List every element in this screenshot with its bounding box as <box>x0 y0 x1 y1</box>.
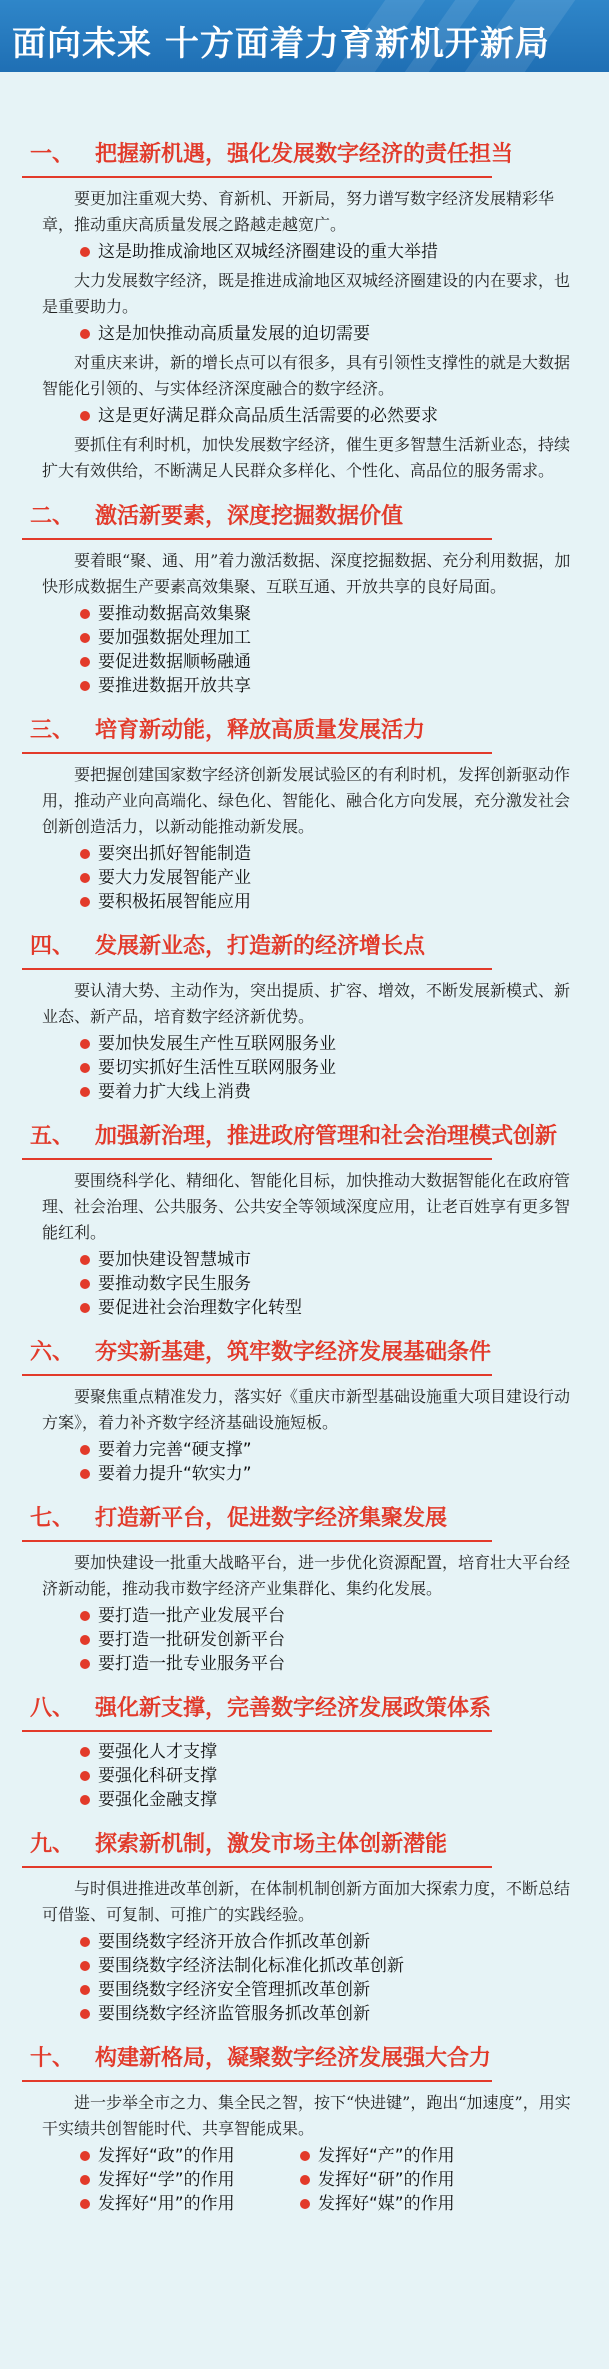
bullet-dot-icon <box>80 2151 90 2161</box>
bullet-dot-icon <box>80 609 90 619</box>
bullet-text: 要大力发展智能产业 <box>98 868 251 888</box>
bullet-text: 发挥好“研”的作用 <box>318 2170 455 2190</box>
section-divider <box>22 1540 492 1542</box>
bullet-item <box>80 1954 609 1978</box>
bullet-text: 发挥好“学”的作用 <box>98 2170 235 2190</box>
bullet-item <box>80 1080 609 1104</box>
section-title: 发展新业态，打造新的经济增长点 <box>95 934 426 959</box>
section-title: 把握新机遇，强化发展数字经济的责任担当 <box>95 142 514 167</box>
bullet-item <box>80 626 609 650</box>
section-divider <box>22 1374 492 1376</box>
bullet-dot-icon <box>80 1747 90 1757</box>
bullet-item <box>80 1930 609 1954</box>
bullet-dot-icon <box>80 681 90 691</box>
section-divider <box>22 1158 492 1160</box>
bullet-text: 这是助推成渝地区双城经济圈建设的重大举措 <box>98 242 438 262</box>
section-divider <box>22 538 492 540</box>
bullet-list <box>0 602 609 698</box>
section-heading <box>0 932 609 962</box>
section-heading <box>0 1830 609 1860</box>
bullet-dot-icon <box>80 633 90 643</box>
bullet-dot-icon <box>80 1469 90 1479</box>
section-divider <box>22 1866 492 1868</box>
bullet-item <box>300 2192 540 2216</box>
bullet-dot-icon <box>80 1795 90 1805</box>
bullet-text: 要围绕数字经济监管服务抓改革创新 <box>98 2004 370 2024</box>
bullet-dot-icon <box>80 1279 90 1289</box>
section-heading <box>0 1122 609 1152</box>
bullet-text: 要着力完善“硬支撑” <box>98 1440 252 1460</box>
item-paragraph: 大力发展数字经济，既是推进成渝地区双城经济圈建设的内在要求，也是重要助力。 <box>42 271 571 316</box>
section-number: 七、 <box>30 1506 75 1531</box>
bullet-text: 要围绕数字经济安全管理抓改革创新 <box>98 1980 370 2000</box>
bullet-dot-icon <box>80 873 90 883</box>
bullet-dot-icon <box>300 2175 310 2185</box>
item-paragraph: 要抓住有利时机，加快发展数字经济，催生更多智慧生活新业态，持续扩大有效供给，不断满足人民群众多样化、个性化、高品位的服务需求。 <box>42 435 571 480</box>
bullet-text: 要积极拓展智能应用 <box>98 892 251 912</box>
bullet-dot-icon <box>80 329 90 339</box>
bullet-text: 发挥好“产”的作用 <box>318 2146 455 2166</box>
section-divider <box>22 176 492 178</box>
section-divider <box>22 1730 492 1732</box>
bullet-list <box>0 1438 609 1486</box>
bullet-dot-icon <box>80 1659 90 1669</box>
section-title: 探索新机制，激发市场主体创新潜能 <box>95 1832 448 1857</box>
article-body <box>0 140 609 2234</box>
bullet-list <box>0 842 609 914</box>
section-9 <box>0 1830 609 2026</box>
section-intro: 要把握创建国家数字经济创新发展试验区的有利时机，发挥创新驱动作用，推动产业向高端化、绿色化、智能化、融合化方向发展，充分激发社会创新创造活力，以新动能推动新发展。 <box>42 765 571 836</box>
bullet-text: 要着力提升“软实力” <box>98 1464 252 1484</box>
bullet-text: 要加快发展生产性互联网服务业 <box>98 1034 336 1054</box>
bullet-dot-icon <box>300 2199 310 2209</box>
section-4 <box>0 932 609 1104</box>
bullet-text: 要强化科研支撑 <box>98 1766 217 1786</box>
bullet-item <box>80 866 609 890</box>
section-heading <box>0 502 609 532</box>
bullet-item <box>80 1652 609 1676</box>
bullet-item <box>80 1248 609 1272</box>
bullet-dot-icon <box>80 657 90 667</box>
header-banner <box>0 0 609 72</box>
bullet-text: 要强化金融支撑 <box>98 1790 217 1810</box>
bullet-text: 要突出抓好智能制造 <box>98 844 251 864</box>
section-intro: 要更加注重观大势、育新机、开新局，努力谱写数字经济发展精彩华章，推动重庆高质量发展之路越走越宽广。 <box>42 189 555 234</box>
section-8 <box>0 1694 609 1812</box>
bullet-dot-icon <box>80 411 90 421</box>
bullet-item <box>80 1462 609 1486</box>
bullet-dot-icon <box>80 849 90 859</box>
bullet-item <box>80 674 609 698</box>
bullet-item <box>80 1740 609 1764</box>
bullet-text: 要打造一批研发创新平台 <box>98 1630 285 1650</box>
section-title: 加强新治理，推进政府管理和社会治理模式创新 <box>95 1124 558 1149</box>
bullet-item <box>80 650 609 674</box>
section-title: 激活新要素，深度挖掘数据价值 <box>95 504 404 529</box>
bullet-grid <box>80 2144 609 2216</box>
section-title: 强化新支撑，完善数字经济发展政策体系 <box>95 1696 492 1721</box>
bullet-text: 要加强数据处理加工 <box>98 628 251 648</box>
section-intro: 要聚焦重点精准发力，落实好《重庆市新型基础设施重大项目建设行动方案》，着力补齐数字经济基础设施短板。 <box>42 1387 571 1432</box>
bullet-text: 要促进数据顺畅融通 <box>98 652 251 672</box>
bullet-item <box>80 1056 609 1080</box>
bullet-item <box>80 1032 609 1056</box>
bullet-dot-icon <box>80 2199 90 2209</box>
bullet-item <box>80 2192 300 2216</box>
bullet-text: 要推进数据开放共享 <box>98 676 251 696</box>
bullet-dot-icon <box>80 1303 90 1313</box>
bullet-dot-icon <box>80 1255 90 1265</box>
bullet-item <box>80 1764 609 1788</box>
bullet-list <box>0 1032 609 1104</box>
section-title: 构建新格局，凝聚数字经济发展强大合力 <box>95 2046 492 2071</box>
bullet-dot-icon <box>80 1039 90 1049</box>
bullet-item <box>80 1604 609 1628</box>
bullet-item <box>80 404 609 428</box>
bullet-text: 发挥好“媒”的作用 <box>318 2194 455 2214</box>
bullet-item <box>300 2168 540 2192</box>
bullet-list <box>0 404 609 428</box>
section-title: 打造新平台，促进数字经济集聚发展 <box>95 1506 448 1531</box>
section-number: 八、 <box>30 1696 75 1721</box>
section-number: 一、 <box>30 142 75 167</box>
bullet-dot-icon <box>80 1985 90 1995</box>
section-intro: 要加快建设一批重大战略平台，进一步优化资源配置，培育壮大平台经济新动能，推动我市数字经济产业集群化、集约化发展。 <box>42 1553 571 1598</box>
section-10 <box>0 2044 609 2216</box>
section-number: 六、 <box>30 1340 75 1365</box>
bullet-dot-icon <box>80 1937 90 1947</box>
bullet-dot-icon <box>80 1087 90 1097</box>
bullet-item <box>80 890 609 914</box>
section-intro: 要围绕科学化、精细化、智能化目标，加快推动大数据智能化在政府管理、社会治理、公共服务、公共安全等领域深度应用，让老百姓享有更多智能红利。 <box>42 1171 571 1242</box>
section-2 <box>0 502 609 698</box>
bullet-item <box>80 1272 609 1296</box>
section-heading <box>0 140 609 170</box>
section-divider <box>22 2080 492 2082</box>
bullet-dot-icon <box>300 2151 310 2161</box>
section-intro: 进一步举全市之力、集全民之智，按下“快进键”，跑出“加速度”，用实干实绩共创智能时代、共享智能成果。 <box>42 2093 571 2138</box>
section-divider <box>22 752 492 754</box>
bullet-dot-icon <box>80 1961 90 1971</box>
bullet-text: 要打造一批产业发展平台 <box>98 1606 285 1626</box>
bullet-list <box>0 1930 609 2026</box>
bullet-item <box>80 1438 609 1462</box>
bullet-item <box>80 1296 609 1320</box>
bullet-list <box>0 1740 609 1812</box>
bullet-item <box>80 322 609 346</box>
bullet-text: 要加快建设智慧城市 <box>98 1250 251 1270</box>
section-heading <box>0 1694 609 1724</box>
section-intro: 要着眼“聚、通、用”着力激活数据、深度挖掘数据、充分利用数据，加快形成数据生产要素高效集聚、互联互通、开放共享的良好局面。 <box>42 551 571 596</box>
bullet-list <box>0 1248 609 1320</box>
bullet-text: 要着力扩大线上消费 <box>98 1082 251 1102</box>
bullet-list <box>0 322 609 346</box>
item-paragraph: 对重庆来讲，新的增长点可以有很多，具有引领性支撑性的就是大数据智能化引领的、与实体经济深度融合的数字经济。 <box>42 353 571 398</box>
bullet-list <box>0 240 609 264</box>
section-heading <box>0 1504 609 1534</box>
bullet-text: 这是更好满足群众高品质生活需要的必然要求 <box>98 406 438 426</box>
section-number: 十、 <box>30 2046 75 2071</box>
bullet-text: 要切实抓好生活性互联网服务业 <box>98 1058 336 1078</box>
bullet-item <box>80 2168 300 2192</box>
bullet-dot-icon <box>80 2009 90 2019</box>
section-1 <box>0 140 609 484</box>
bullet-dot-icon <box>80 1063 90 1073</box>
section-title: 夯实新基建，筑牢数字经济发展基础条件 <box>95 1340 492 1365</box>
section-number: 五、 <box>30 1124 75 1149</box>
section-intro: 要认清大势、主动作为，突出提质、扩容、增效，不断发展新模式、新业态、新产品，培育数字经济新优势。 <box>42 981 571 1026</box>
bullet-text: 发挥好“政”的作用 <box>98 2146 235 2166</box>
section-3 <box>0 716 609 914</box>
section-number: 九、 <box>30 1832 75 1857</box>
page-title: 面向未来 十方面着力育新机开新局 <box>12 24 550 64</box>
section-divider <box>22 968 492 970</box>
bullet-item <box>300 2144 540 2168</box>
bullet-item <box>80 1788 609 1812</box>
bullet-dot-icon <box>80 2175 90 2185</box>
bullet-text: 要促进社会治理数字化转型 <box>98 1298 302 1318</box>
section-number: 二、 <box>30 504 75 529</box>
bullet-item <box>80 1628 609 1652</box>
bullet-text: 这是加快推动高质量发展的迫切需要 <box>98 324 370 344</box>
bullet-dot-icon <box>80 247 90 257</box>
bullet-item <box>80 602 609 626</box>
section-6 <box>0 1338 609 1486</box>
bullet-text: 要强化人才支撑 <box>98 1742 217 1762</box>
bullet-item <box>80 2002 609 2026</box>
bullet-item <box>80 2144 300 2168</box>
bullet-text: 要打造一批专业服务平台 <box>98 1654 285 1674</box>
bullet-item <box>80 842 609 866</box>
section-7 <box>0 1504 609 1676</box>
bullet-item <box>80 1978 609 2002</box>
bullet-text: 要围绕数字经济法制化标准化抓改革创新 <box>98 1956 404 1976</box>
section-heading <box>0 716 609 746</box>
bullet-dot-icon <box>80 1445 90 1455</box>
bullet-text: 要推动数据高效集聚 <box>98 604 251 624</box>
bullet-list <box>0 1604 609 1676</box>
section-number: 三、 <box>30 718 75 743</box>
section-number: 四、 <box>30 934 75 959</box>
bullet-item <box>80 240 609 264</box>
bullet-text: 要围绕数字经济开放合作抓改革创新 <box>98 1932 370 1952</box>
section-heading <box>0 1338 609 1368</box>
bullet-dot-icon <box>80 1611 90 1621</box>
section-5 <box>0 1122 609 1320</box>
bullet-dot-icon <box>80 897 90 907</box>
bullet-dot-icon <box>80 1635 90 1645</box>
section-heading <box>0 2044 609 2074</box>
bullet-text: 要推动数字民生服务 <box>98 1274 251 1294</box>
bullet-text: 发挥好“用”的作用 <box>98 2194 235 2214</box>
section-title: 培育新动能，释放高质量发展活力 <box>95 718 426 743</box>
section-intro: 与时俱进推进改革创新，在体制机制创新方面加大探索力度，不断总结可借鉴、可复制、可推广的实践经验。 <box>42 1879 571 1924</box>
bullet-dot-icon <box>80 1771 90 1781</box>
